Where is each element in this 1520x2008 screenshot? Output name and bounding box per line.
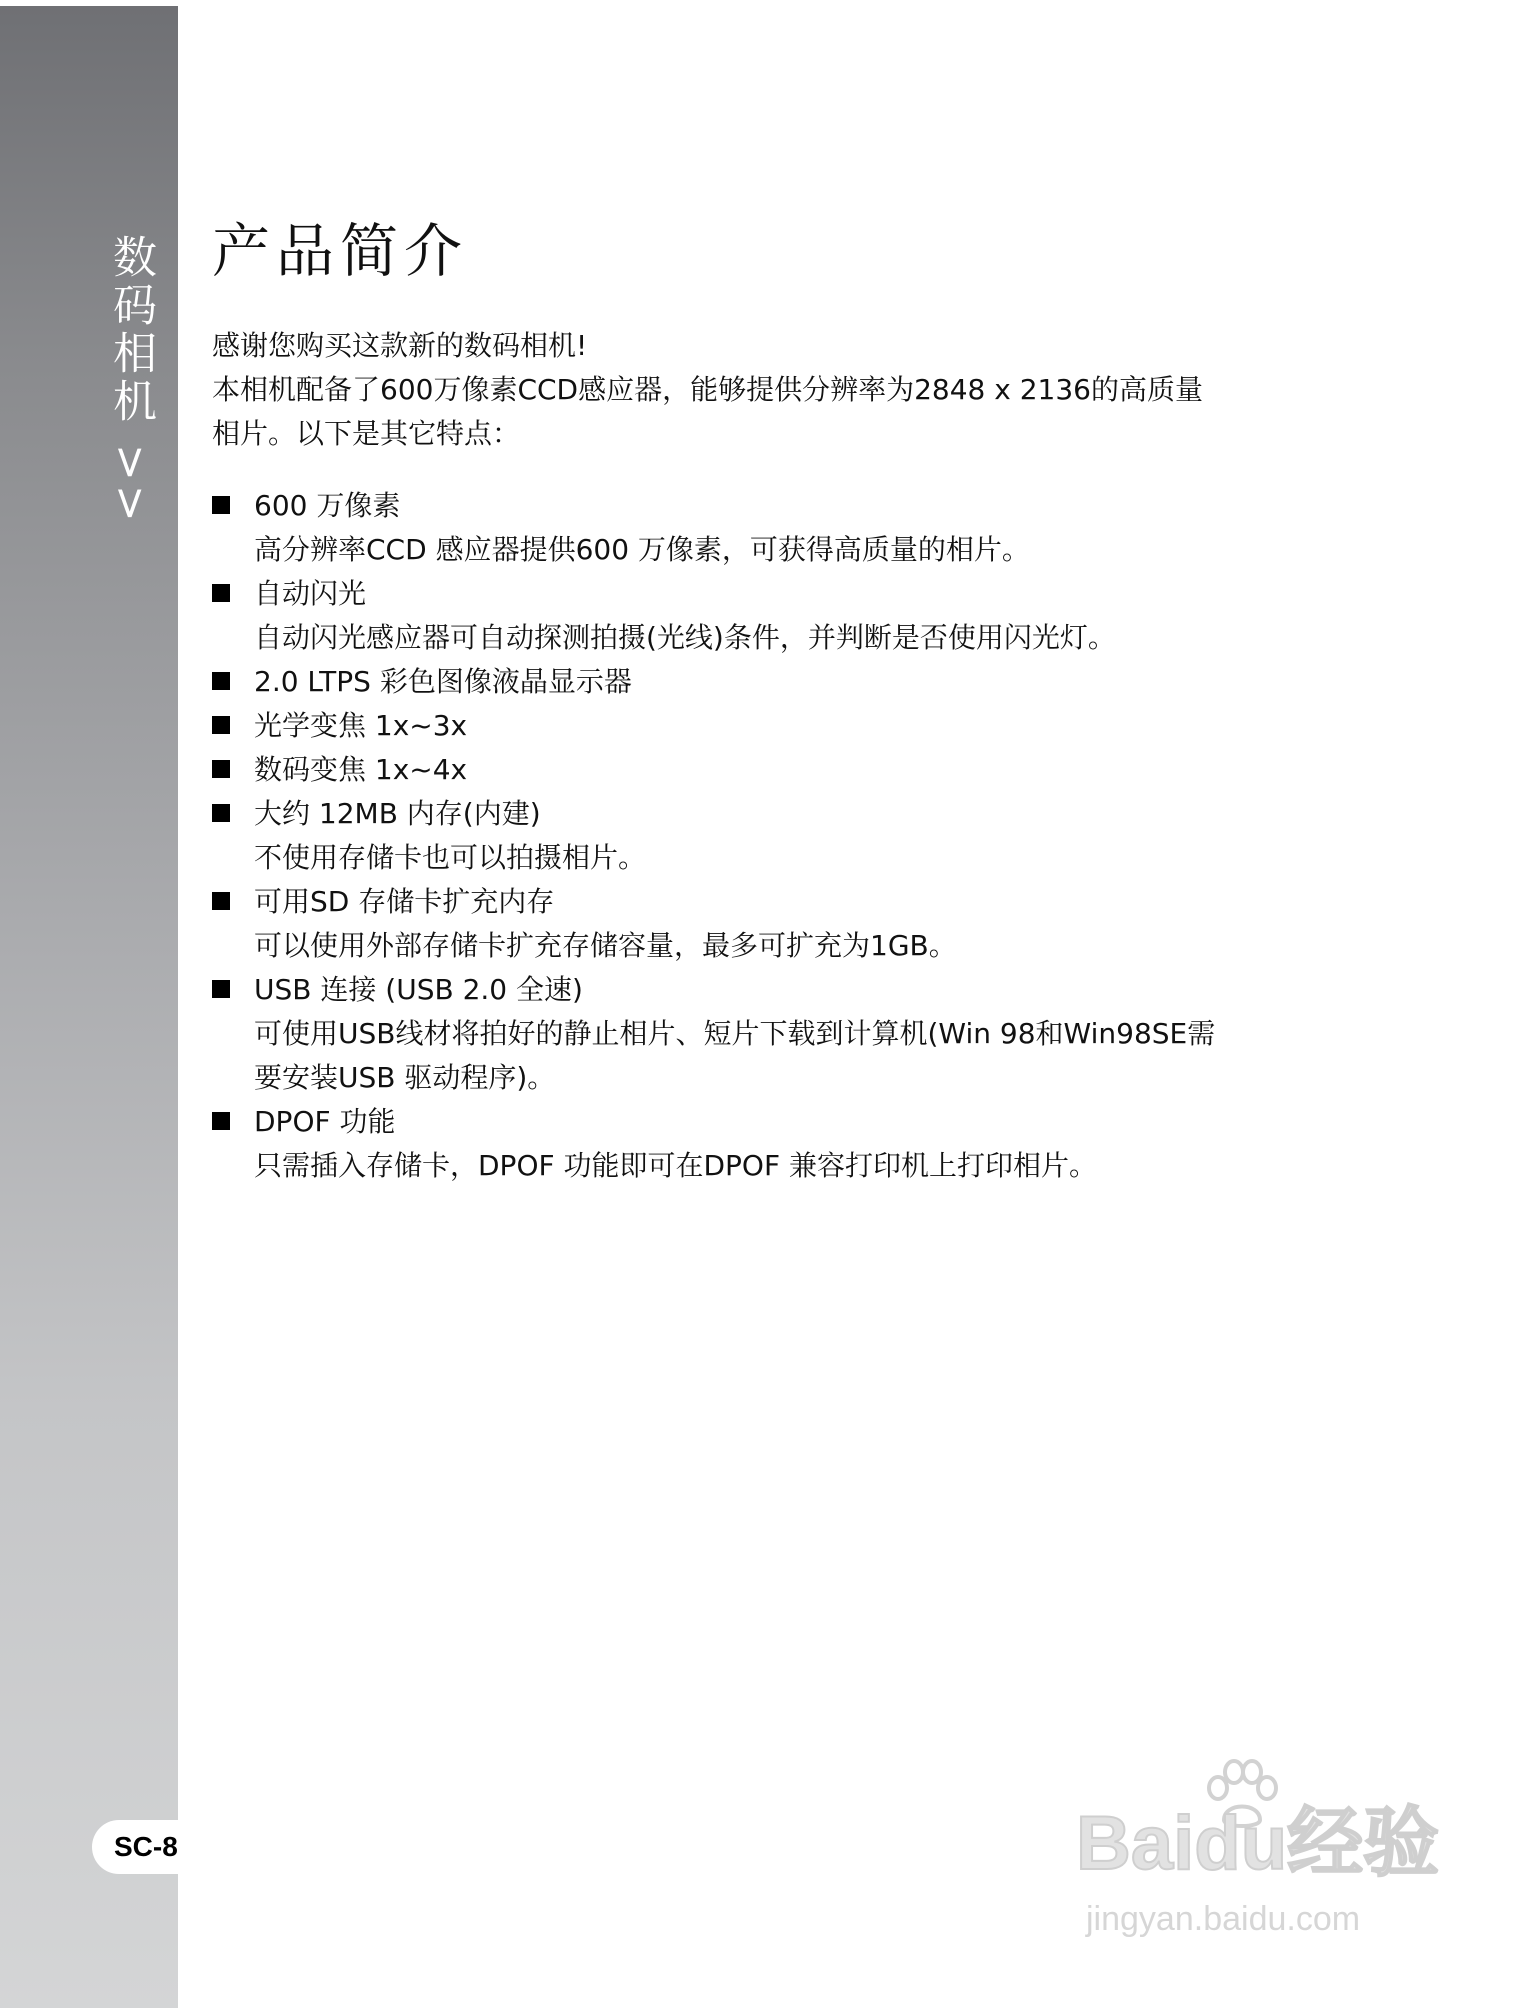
sidebar-title: 数码相机 >>: [105, 234, 156, 526]
square-bullet-icon: [212, 672, 230, 690]
feature-name: 大约 12MB 内存(内建): [254, 797, 541, 830]
square-bullet-icon: [212, 760, 230, 778]
intro-line: 本相机配备了600万像素CCD感应器，能够提供分辨率为2848 x 2136的高质量: [212, 373, 1203, 406]
feature-item: [212, 484, 1342, 572]
feature-description: 高分辨率CCD 感应器提供600 万像素，可获得高质量的相片。: [254, 533, 1030, 566]
feature-description: 不使用存储卡也可以拍摄相片。: [254, 841, 647, 874]
square-bullet-icon: [212, 892, 230, 910]
watermark-main-text: Baidu经验: [1076, 1801, 1440, 1886]
feature-name: USB 连接 (USB 2.0 全速): [254, 973, 583, 1006]
feature-item: [212, 748, 1342, 792]
square-bullet-icon: [212, 980, 230, 998]
feature-description: 只需插入存储卡，DPOF 功能即可在DPOF 兼容打印机上打印相片。: [254, 1149, 1097, 1182]
intro-line: 感谢您购买这款新的数码相机!: [212, 329, 588, 362]
feature-description: 要安装USB 驱动程序)。: [254, 1061, 556, 1094]
square-bullet-icon: [212, 496, 230, 514]
feature-name: 数码变焦 1x~4x: [254, 753, 468, 786]
feature-item: [212, 572, 1342, 660]
sidebar: [0, 6, 178, 2008]
feature-name: 2.0 LTPS 彩色图像液晶显示器: [254, 665, 632, 698]
feature-description: 自动闪光感应器可自动探测拍摄(光线)条件，并判断是否使用闪光灯。: [254, 621, 1116, 654]
feature-item: [212, 704, 1342, 748]
feature-name: 600 万像素: [254, 489, 401, 522]
feature-item: [212, 968, 1342, 1100]
feature-name: 自动闪光: [254, 577, 367, 610]
square-bullet-icon: [212, 584, 230, 602]
intro: [212, 324, 1342, 456]
square-bullet-icon: [212, 716, 230, 734]
feature-name: DPOF 功能: [254, 1105, 396, 1138]
feature-name: 可用SD 存储卡扩充内存: [254, 885, 555, 918]
feature-description: 可使用USB线材将拍好的静止相片、短片下载到计算机(Win 98和Win98SE需: [254, 1017, 1216, 1050]
feature-item: [212, 880, 1342, 968]
feature-list: [212, 484, 1342, 1188]
feature-item: [212, 1100, 1342, 1188]
feature-item: [212, 792, 1342, 880]
page-title: 产品简介: [212, 217, 469, 285]
feature-name: 光学变焦 1x~3x: [254, 709, 468, 742]
page-number: SC-8: [114, 1831, 178, 1862]
feature-description: 可以使用外部存储卡扩充存储容量，最多可扩充为1GB。: [254, 929, 957, 962]
watermark-url-text: jingyan.baidu.com: [1086, 1900, 1361, 1938]
square-bullet-icon: [212, 1112, 230, 1130]
main-content: [212, 217, 1342, 1188]
baidu-watermark: [1064, 1756, 1444, 1956]
square-bullet-icon: [212, 804, 230, 822]
intro-line: 相片。以下是其它特点：: [212, 417, 521, 450]
feature-item: [212, 660, 1342, 704]
